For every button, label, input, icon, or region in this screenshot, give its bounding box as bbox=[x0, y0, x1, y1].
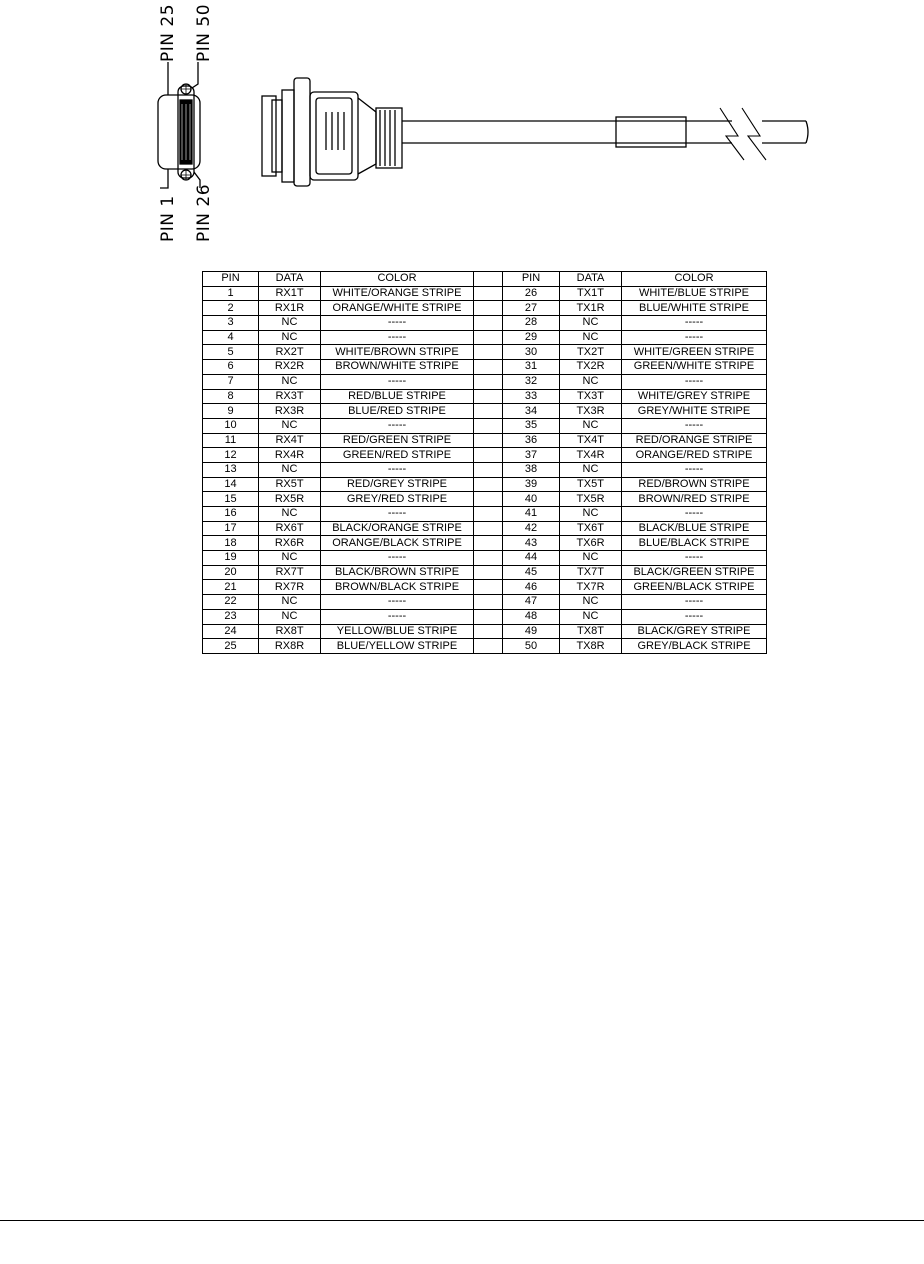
table-row bbox=[203, 301, 767, 316]
table-row bbox=[203, 462, 767, 477]
header-pin: PIN bbox=[203, 272, 259, 287]
cell-data: NC bbox=[560, 374, 622, 389]
cell-data: RX3R bbox=[259, 404, 321, 419]
cell-gap bbox=[474, 521, 503, 536]
cell-color: RED/BROWN STRIPE bbox=[622, 477, 767, 492]
cell-data: RX1R bbox=[259, 301, 321, 316]
cell-color: WHITE/BLUE STRIPE bbox=[622, 286, 767, 301]
cell-color: ORANGE/BLACK STRIPE bbox=[321, 536, 474, 551]
cell-data: RX2T bbox=[259, 345, 321, 360]
cell-data: TX2R bbox=[560, 360, 622, 375]
cell-pin: 6 bbox=[203, 360, 259, 375]
cell-color: BLACK/GREY STRIPE bbox=[622, 624, 767, 639]
cell-color: ----- bbox=[622, 551, 767, 566]
cell-color: BROWN/WHITE STRIPE bbox=[321, 360, 474, 375]
cell-pin: 29 bbox=[503, 330, 560, 345]
cell-gap bbox=[474, 316, 503, 331]
cell-color: ----- bbox=[622, 462, 767, 477]
cell-color: ----- bbox=[321, 316, 474, 331]
table-body bbox=[203, 286, 767, 653]
cell-gap bbox=[474, 301, 503, 316]
cell-pin: 27 bbox=[503, 301, 560, 316]
cell-pin: 18 bbox=[203, 536, 259, 551]
pin50-label: PIN 50 bbox=[194, 3, 214, 62]
cell-data: TX7R bbox=[560, 580, 622, 595]
cell-data: TX2T bbox=[560, 345, 622, 360]
cell-color: RED/ORANGE STRIPE bbox=[622, 433, 767, 448]
cell-pin: 3 bbox=[203, 316, 259, 331]
table-row bbox=[203, 404, 767, 419]
cell-color: ----- bbox=[321, 330, 474, 345]
cell-pin: 44 bbox=[503, 551, 560, 566]
cell-pin: 22 bbox=[203, 595, 259, 610]
cell-color: ----- bbox=[622, 418, 767, 433]
cell-data: TX8T bbox=[560, 624, 622, 639]
cell-gap bbox=[474, 462, 503, 477]
cell-pin: 25 bbox=[203, 639, 259, 654]
cell-data: NC bbox=[560, 418, 622, 433]
cell-gap bbox=[474, 507, 503, 522]
cell-color: BLUE/RED STRIPE bbox=[321, 404, 474, 419]
cell-pin: 39 bbox=[503, 477, 560, 492]
cell-data: RX5T bbox=[259, 477, 321, 492]
cell-pin: 36 bbox=[503, 433, 560, 448]
cell-data: NC bbox=[259, 551, 321, 566]
header-data: DATA bbox=[259, 272, 321, 287]
table-row bbox=[203, 316, 767, 331]
cell-color: ----- bbox=[321, 507, 474, 522]
table-row bbox=[203, 492, 767, 507]
table-row bbox=[203, 551, 767, 566]
cell-pin: 20 bbox=[203, 565, 259, 580]
table-row bbox=[203, 330, 767, 345]
cell-data: TX1R bbox=[560, 301, 622, 316]
cell-pin: 9 bbox=[203, 404, 259, 419]
cell-pin: 4 bbox=[203, 330, 259, 345]
footer-rule bbox=[0, 1220, 924, 1221]
cell-color: BROWN/BLACK STRIPE bbox=[321, 580, 474, 595]
cell-pin: 1 bbox=[203, 286, 259, 301]
cell-pin: 17 bbox=[203, 521, 259, 536]
pinout-table bbox=[202, 271, 767, 654]
cell-data: RX1T bbox=[259, 286, 321, 301]
cell-data: TX3R bbox=[560, 404, 622, 419]
table-row bbox=[203, 580, 767, 595]
table-row bbox=[203, 639, 767, 654]
cell-pin: 24 bbox=[203, 624, 259, 639]
cell-pin: 38 bbox=[503, 462, 560, 477]
cell-pin: 37 bbox=[503, 448, 560, 463]
cell-data: RX6R bbox=[259, 536, 321, 551]
cell-data: RX8R bbox=[259, 639, 321, 654]
cell-pin: 45 bbox=[503, 565, 560, 580]
cell-color: WHITE/GREY STRIPE bbox=[622, 389, 767, 404]
cell-color: ----- bbox=[321, 462, 474, 477]
cell-gap bbox=[474, 360, 503, 375]
cell-data: NC bbox=[259, 374, 321, 389]
pin1-label: PIN 1 bbox=[158, 195, 178, 242]
cell-pin: 50 bbox=[503, 639, 560, 654]
header-color: COLOR bbox=[622, 272, 767, 287]
cell-data: NC bbox=[259, 462, 321, 477]
cell-gap bbox=[474, 551, 503, 566]
cell-color: WHITE/BROWN STRIPE bbox=[321, 345, 474, 360]
cell-pin: 42 bbox=[503, 521, 560, 536]
cell-pin: 34 bbox=[503, 404, 560, 419]
cell-data: RX7R bbox=[259, 580, 321, 595]
cell-data: NC bbox=[259, 418, 321, 433]
table-row bbox=[203, 565, 767, 580]
header-pin: PIN bbox=[503, 272, 560, 287]
cell-color: ----- bbox=[321, 374, 474, 389]
cell-data: RX7T bbox=[259, 565, 321, 580]
cell-pin: 2 bbox=[203, 301, 259, 316]
cell-color: GREEN/BLACK STRIPE bbox=[622, 580, 767, 595]
cell-pin: 43 bbox=[503, 536, 560, 551]
cell-pin: 13 bbox=[203, 462, 259, 477]
cell-color: GREY/BLACK STRIPE bbox=[622, 639, 767, 654]
cell-color: BLUE/WHITE STRIPE bbox=[622, 301, 767, 316]
cell-data: TX6T bbox=[560, 521, 622, 536]
cell-color: ----- bbox=[622, 507, 767, 522]
cell-gap bbox=[474, 345, 503, 360]
cell-gap bbox=[474, 492, 503, 507]
cell-pin: 28 bbox=[503, 316, 560, 331]
pin26-label: PIN 26 bbox=[194, 183, 214, 242]
cell-pin: 21 bbox=[203, 580, 259, 595]
cell-gap bbox=[474, 609, 503, 624]
cell-data: NC bbox=[560, 595, 622, 610]
cell-gap bbox=[474, 418, 503, 433]
cell-pin: 35 bbox=[503, 418, 560, 433]
table-row bbox=[203, 374, 767, 389]
cell-data: NC bbox=[259, 507, 321, 522]
cell-color: GREEN/WHITE STRIPE bbox=[622, 360, 767, 375]
table-row bbox=[203, 448, 767, 463]
cell-color: BLUE/YELLOW STRIPE bbox=[321, 639, 474, 654]
cell-data: RX2R bbox=[259, 360, 321, 375]
cell-color: ORANGE/WHITE STRIPE bbox=[321, 301, 474, 316]
cell-color: ----- bbox=[321, 418, 474, 433]
header-data: DATA bbox=[560, 272, 622, 287]
cell-data: TX8R bbox=[560, 639, 622, 654]
cell-pin: 31 bbox=[503, 360, 560, 375]
cell-gap bbox=[474, 477, 503, 492]
cell-gap bbox=[474, 624, 503, 639]
table-row bbox=[203, 360, 767, 375]
cell-color: ----- bbox=[622, 595, 767, 610]
cell-color: WHITE/ORANGE STRIPE bbox=[321, 286, 474, 301]
cell-pin: 41 bbox=[503, 507, 560, 522]
cell-pin: 8 bbox=[203, 389, 259, 404]
cell-pin: 7 bbox=[203, 374, 259, 389]
cell-pin: 23 bbox=[203, 609, 259, 624]
connector-end-view bbox=[158, 62, 200, 188]
cell-color: BLACK/BROWN STRIPE bbox=[321, 565, 474, 580]
cable-connector-drawing bbox=[150, 0, 824, 250]
cell-pin: 12 bbox=[203, 448, 259, 463]
cell-pin: 11 bbox=[203, 433, 259, 448]
cell-gap bbox=[474, 536, 503, 551]
cell-gap bbox=[474, 330, 503, 345]
cell-pin: 14 bbox=[203, 477, 259, 492]
cell-pin: 49 bbox=[503, 624, 560, 639]
table-row bbox=[203, 609, 767, 624]
table-header-row bbox=[203, 272, 767, 287]
cell-color: ----- bbox=[622, 316, 767, 331]
cell-pin: 19 bbox=[203, 551, 259, 566]
table-row bbox=[203, 507, 767, 522]
cell-data: RX3T bbox=[259, 389, 321, 404]
cell-gap bbox=[474, 639, 503, 654]
cell-data: NC bbox=[259, 316, 321, 331]
table-row bbox=[203, 418, 767, 433]
cell-data: TX5R bbox=[560, 492, 622, 507]
cell-pin: 30 bbox=[503, 345, 560, 360]
cell-color: GREEN/RED STRIPE bbox=[321, 448, 474, 463]
pin25-label: PIN 25 bbox=[158, 3, 178, 62]
cell-data: RX6T bbox=[259, 521, 321, 536]
cell-color: BLACK/GREEN STRIPE bbox=[622, 565, 767, 580]
cell-color: RED/GREEN STRIPE bbox=[321, 433, 474, 448]
table-row bbox=[203, 521, 767, 536]
cell-color: BLACK/BLUE STRIPE bbox=[622, 521, 767, 536]
cell-pin: 16 bbox=[203, 507, 259, 522]
cell-data: NC bbox=[259, 595, 321, 610]
cell-pin: 46 bbox=[503, 580, 560, 595]
cell-data: TX1T bbox=[560, 286, 622, 301]
cell-data: RX5R bbox=[259, 492, 321, 507]
cell-data: NC bbox=[259, 330, 321, 345]
table-row bbox=[203, 286, 767, 301]
cell-color: ----- bbox=[622, 609, 767, 624]
cell-data: NC bbox=[560, 316, 622, 331]
cell-pin: 40 bbox=[503, 492, 560, 507]
cell-color: GREY/WHITE STRIPE bbox=[622, 404, 767, 419]
cell-color: RED/GREY STRIPE bbox=[321, 477, 474, 492]
table-row bbox=[203, 433, 767, 448]
cell-data: RX4R bbox=[259, 448, 321, 463]
cell-color: YELLOW/BLUE STRIPE bbox=[321, 624, 474, 639]
cell-color: ----- bbox=[321, 595, 474, 610]
cell-color: ----- bbox=[622, 374, 767, 389]
cell-gap bbox=[474, 404, 503, 419]
cell-data: NC bbox=[560, 551, 622, 566]
cell-color: RED/BLUE STRIPE bbox=[321, 389, 474, 404]
cell-data: TX6R bbox=[560, 536, 622, 551]
cell-gap bbox=[474, 448, 503, 463]
cell-pin: 26 bbox=[503, 286, 560, 301]
cell-data: RX8T bbox=[259, 624, 321, 639]
cell-pin: 47 bbox=[503, 595, 560, 610]
cell-gap bbox=[474, 565, 503, 580]
cell-pin: 5 bbox=[203, 345, 259, 360]
cell-gap bbox=[474, 595, 503, 610]
cell-gap bbox=[474, 433, 503, 448]
cell-pin: 33 bbox=[503, 389, 560, 404]
table-row bbox=[203, 345, 767, 360]
cell-color: BLUE/BLACK STRIPE bbox=[622, 536, 767, 551]
cell-data: TX7T bbox=[560, 565, 622, 580]
cell-color: BROWN/RED STRIPE bbox=[622, 492, 767, 507]
cell-data: TX5T bbox=[560, 477, 622, 492]
cell-data: NC bbox=[560, 462, 622, 477]
cell-color: BLACK/ORANGE STRIPE bbox=[321, 521, 474, 536]
cell-data: TX3T bbox=[560, 389, 622, 404]
cell-gap bbox=[474, 374, 503, 389]
cell-pin: 48 bbox=[503, 609, 560, 624]
cell-data: RX4T bbox=[259, 433, 321, 448]
cell-gap bbox=[474, 389, 503, 404]
cell-color: GREY/RED STRIPE bbox=[321, 492, 474, 507]
cell-data: NC bbox=[560, 330, 622, 345]
table-row bbox=[203, 389, 767, 404]
table-row bbox=[203, 624, 767, 639]
cell-pin: 15 bbox=[203, 492, 259, 507]
connector-side-view bbox=[262, 78, 808, 186]
table-row bbox=[203, 477, 767, 492]
cell-data: TX4R bbox=[560, 448, 622, 463]
cell-pin: 32 bbox=[503, 374, 560, 389]
header-gap bbox=[474, 272, 503, 287]
cell-color: ----- bbox=[321, 551, 474, 566]
cell-color: ----- bbox=[622, 330, 767, 345]
cell-data: TX4T bbox=[560, 433, 622, 448]
cell-data: NC bbox=[259, 609, 321, 624]
header-color: COLOR bbox=[321, 272, 474, 287]
table-row bbox=[203, 536, 767, 551]
cell-gap bbox=[474, 286, 503, 301]
cell-gap bbox=[474, 580, 503, 595]
cell-pin: 10 bbox=[203, 418, 259, 433]
cell-data: NC bbox=[560, 609, 622, 624]
table-row bbox=[203, 595, 767, 610]
cell-data: NC bbox=[560, 507, 622, 522]
cell-color: ----- bbox=[321, 609, 474, 624]
cell-color: WHITE/GREEN STRIPE bbox=[622, 345, 767, 360]
cell-color: ORANGE/RED STRIPE bbox=[622, 448, 767, 463]
